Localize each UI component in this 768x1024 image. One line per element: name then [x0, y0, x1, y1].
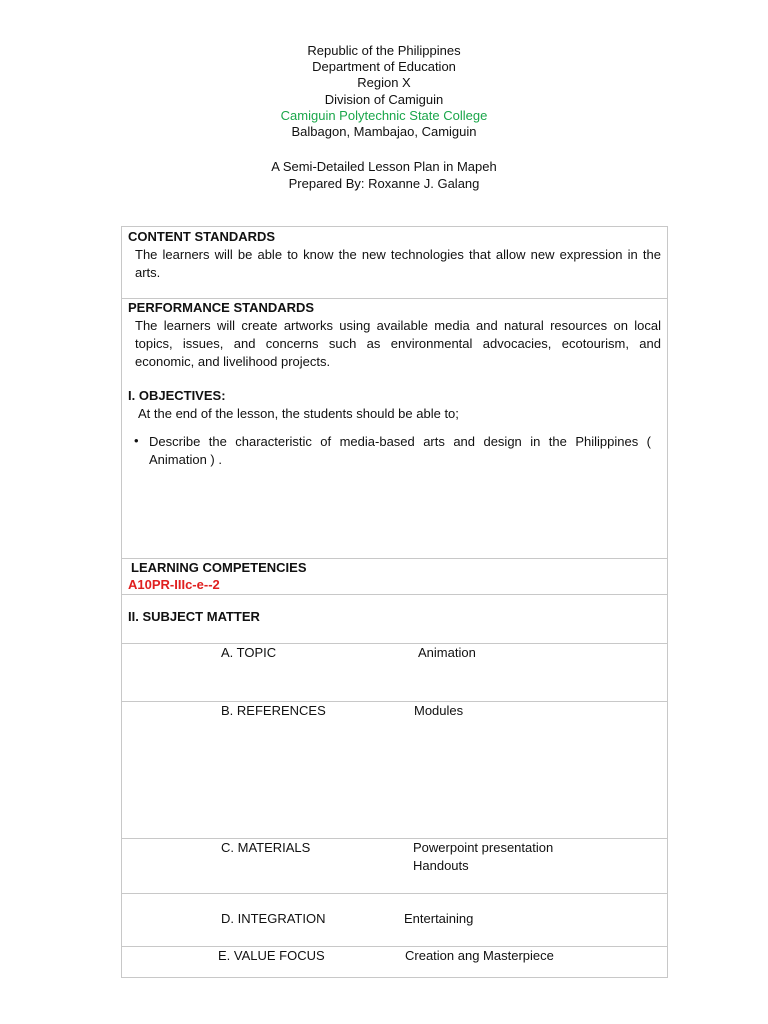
objectives-intro: At the end of the lesson, the students should be able to; — [138, 406, 459, 421]
header-republic: Republic of the Philippines — [307, 43, 461, 58]
header-region: Region X — [357, 75, 411, 91]
value-focus-label: E. VALUE FOCUS — [218, 948, 325, 963]
document-header — [0, 43, 768, 140]
performance-standards-heading: PERFORMANCE STANDARDS — [128, 300, 315, 315]
performance-standards-section — [121, 299, 668, 559]
value-focus-row — [121, 947, 668, 978]
integration-value: Entertaining — [404, 911, 474, 926]
references-value: Modules — [414, 703, 464, 718]
prepared-by: Prepared By: Roxanne J. Galang — [288, 175, 480, 191]
materials-value-1: Powerpoint presentation — [413, 840, 554, 855]
plan-title: A Semi-Detailed Lesson Plan in Mapeh — [271, 159, 497, 174]
subject-matter-heading: II. SUBJECT MATTER — [128, 609, 260, 624]
content-standards-text: The learners will be able to know the new technologies that allow new expression in the arts. — [135, 247, 661, 280]
references-label: B. REFERENCES — [221, 703, 326, 718]
topic-row — [121, 644, 668, 702]
header-college: Camiguin Polytechnic State College — [280, 107, 488, 123]
competency-code: A10PR-IIIc-e--2 — [128, 577, 220, 592]
topic-value: Animation — [418, 645, 476, 660]
learning-competencies-section — [121, 559, 668, 595]
objective-1-text: Describe the characteristic of media-based arts and design in the Philippines ( Animation ) . — [149, 434, 651, 467]
header-address: Balbagon, Mambajao, Camiguin — [291, 124, 477, 140]
materials-label: C. MATERIALS — [221, 840, 311, 855]
integration-label: D. INTEGRATION — [221, 911, 326, 926]
content-standards-section — [121, 226, 668, 299]
plan-title-block — [0, 159, 768, 192]
content-standards-heading: CONTENT STANDARDS — [128, 229, 276, 244]
objectives-heading: I. OBJECTIVES: — [128, 388, 226, 403]
learning-competencies-heading: LEARNING COMPETENCIES — [131, 560, 307, 575]
header-department: Department of Education — [312, 59, 456, 75]
value-focus-value: Creation ang Masterpiece — [405, 948, 554, 963]
topic-label: A. TOPIC — [221, 645, 277, 660]
integration-row — [121, 894, 668, 947]
subject-matter-section — [121, 595, 668, 644]
references-row — [121, 702, 668, 839]
objective-bullet: • — [134, 433, 139, 448]
materials-row — [121, 839, 668, 894]
performance-standards-text: The learners will create artworks using available media and natural resources on local topics, issues, and concerns such as environmental advocacies, ecotourism, and economic, and livelihood projects. — [135, 318, 661, 369]
header-division: Division of Camiguin — [324, 91, 444, 107]
materials-value-2: Handouts — [413, 858, 469, 873]
